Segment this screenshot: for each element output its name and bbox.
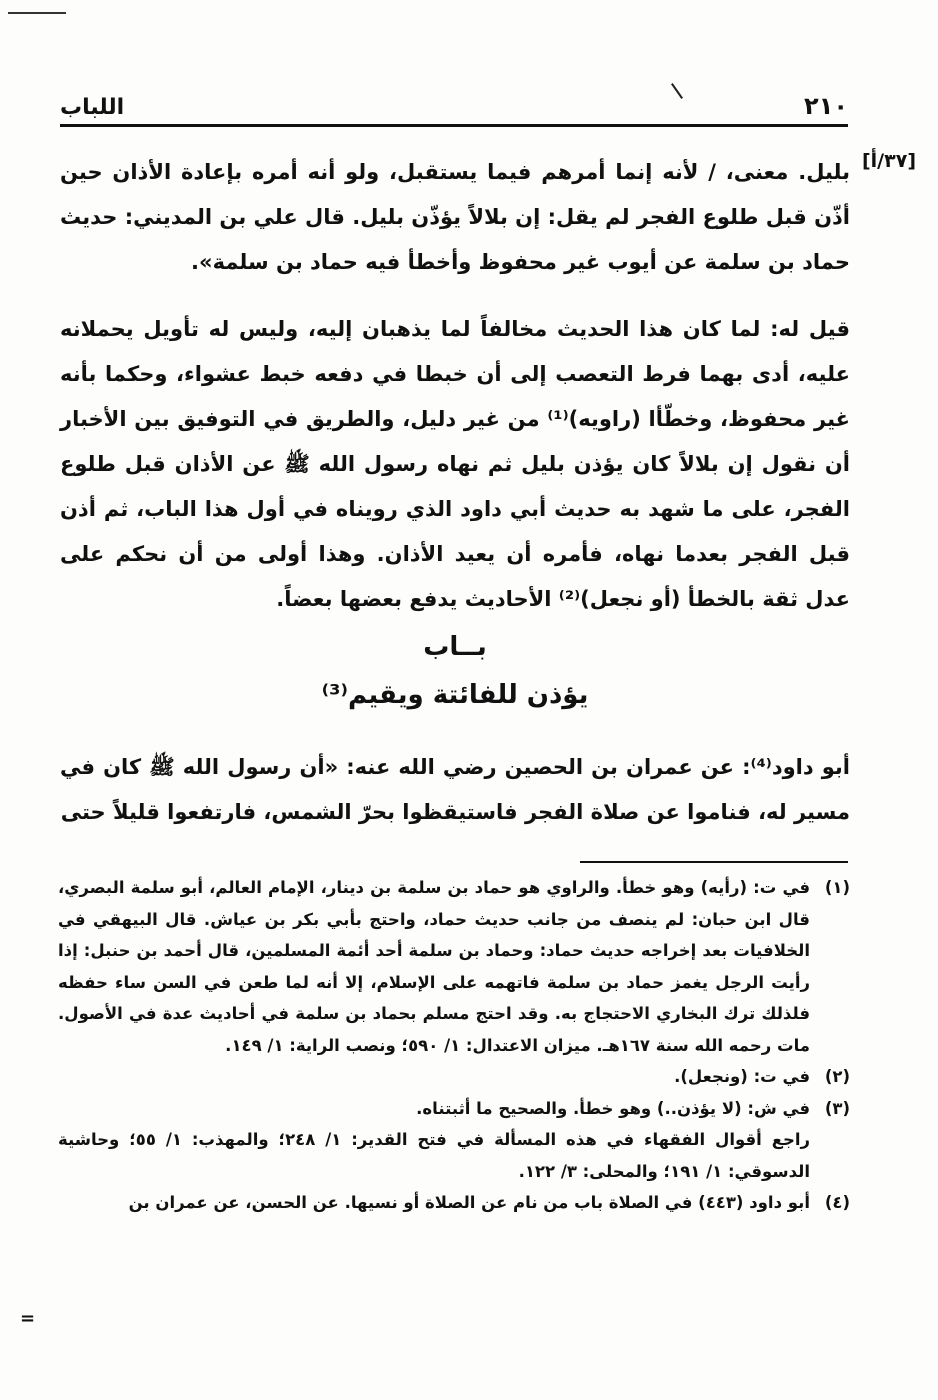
chapter-heading-word: بــاب: [423, 632, 487, 662]
footnotes-section: [58, 872, 850, 1219]
manuscript-folio-reference: [٣٧/أ]: [861, 150, 916, 172]
footnote-2: [58, 1061, 850, 1093]
footnote-text: أبو داود (٤٤٣) في الصلاة باب من نام عن الصلاة أو نسيها. عن الحسن، عن عمران بن: [128, 1193, 810, 1212]
footnote-text: في ت: (ونجعل).: [674, 1067, 810, 1086]
footnote-number: (١): [824, 878, 850, 897]
paragraph-rebuttal: [60, 307, 850, 622]
paragraph-text: أبو داود⁽⁴⁾: عن عمران بن الحصين رضي الله عنه: «أن رسول الله ﷺ كان في مسير له، فناموا عن صلاة الفجر فاستيقظوا بحرّ الشمس، فارتفعوا قليلاً حتى: [60, 755, 850, 824]
continued-mark: =: [20, 1308, 36, 1329]
footnote-number: (٣): [824, 1098, 850, 1118]
footnote-3-continuation: راجع أقوال الفقهاء في هذه المسألة في فتح القدير: ١/ ٢٤٨؛ والمهذب: ١/ ٥٥؛ وحاشية الدسوقي: ١/ ١٩١؛ والمحلى: ٣/ ١٢٢.: [58, 1130, 811, 1181]
footnote-separator: [580, 861, 848, 863]
running-title: اللباب: [60, 95, 125, 120]
footnote-4: [58, 1187, 850, 1219]
footnote-text: في ت: (رأيه) وهو خطأ. والراوي هو حماد بن سلمة بن دينار، الإمام العالم، أبو سلمة البصري، قال ابن حبان: لم ينصف من جانب حديث حماد، واحتج بأبي بكر بن عياش. قال البيهقي في الخلافيات بعد إخراجه حديث حماد: وحماد بن سلمة أحد أئمة المسلمين، قال أحمد بن حنبل: إذا رأيت الرجل يغمز حماد بن سلمة فاتهمه على الإسلام، إلا أنه لما طعن في السن ساء حفظه فلذلك ترك البخاري الاحتجاج به. وقد احتج مسلم بحماد بن سلمة في أحاديث عدة في الأصول. مات رحمه الله سنة ١٦٧هـ. ميزان الاعتدال: ١/ ٥٩٠؛ ونصب الراية: ١/ ١٤٩.: [58, 878, 810, 1055]
paragraph-hadith: [60, 745, 850, 835]
footnote-text: في ش: (لا يؤذن..) وهو خطأ. والصحيح ما أثبتناه.: [416, 1098, 810, 1118]
footnote-number: (٢): [824, 1067, 850, 1086]
scan-artifact-line: [8, 12, 66, 14]
paragraph-text: قيل له: لما كان هذا الحديث مخالفاً لما يذهبان إليه، وليس له تأويل يحملانه عليه، أدى بهما فرط التعصب إلى أن خبطا في دفعه خبط عشواء، وحكما بأنه غير محفوظ، وخطّأا (راويه)⁽¹⁾ من غير دليل، والطريق في التوفيق بين الأخبار أن نقول إن بلالاً كان يؤذن بليل ثم نهاه رسول الله ﷺ عن الأذان قبل طلوع الفجر، على ما شهد به حديث أبي داود الذي رويناه في أول هذا الباب، ثم أذن قبل الفجر بعدما نهاه، فأمره أن يعيد الأذان. وهذا أولى من أن نحكم على عدل ثقة بالخطأ (أو نجعل)⁽²⁾ الأحاديث يدفع بعضها بعضاً.: [60, 317, 850, 611]
footnote-3: [58, 1093, 850, 1125]
page-number: ٢١٠: [804, 92, 848, 120]
footnote-1: [58, 872, 850, 1061]
paragraph-text: بليل. معنى، / لأنه إنما أمرهم فيما يستقبل، ولو أنه أمره بإعادة الأذان حين أذّن قبل طلوع الفجر لم يقل: إن بلالاً يؤذّن بليل. قال علي بن المديني: حديث حماد بن سلمة عن أيوب غير محفوظ وأخطأ فيه حماد بن سلمة».: [60, 160, 850, 274]
footnote-number: (٤): [824, 1193, 850, 1212]
chapter-title: يؤذن للفائتة ويقيم⁽³⁾: [321, 680, 589, 710]
page-header: [60, 84, 848, 127]
paragraph-narration: [60, 150, 850, 285]
